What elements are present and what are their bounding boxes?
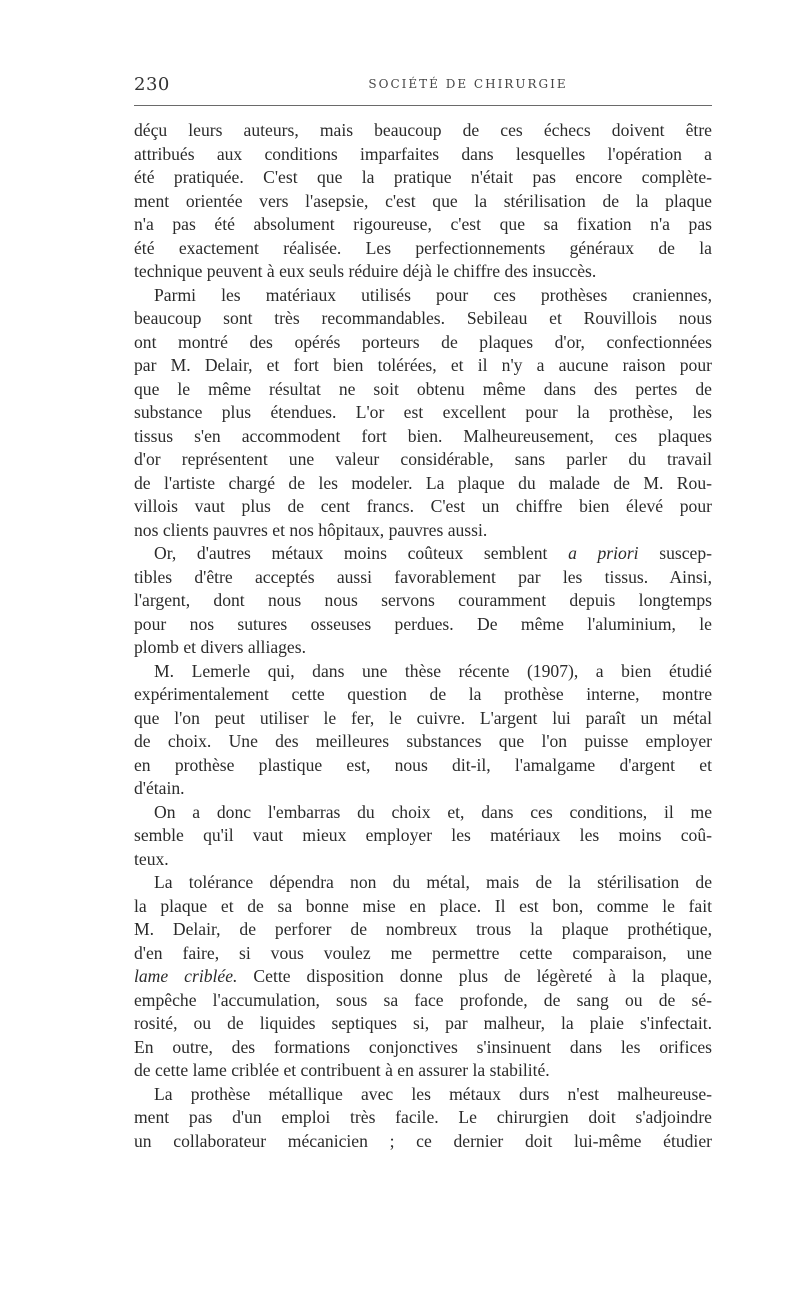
text-line: de l'artiste chargé de les modeler. La plaque du malade de M. Rou- — [134, 472, 712, 493]
text-line: teux. — [134, 848, 169, 869]
text-line: villois vaut plus de cent francs. C'est un chiffre bien élevé pour — [134, 496, 712, 516]
text-line: que le même résultat ne soit obtenu même dans des pertes de — [134, 378, 712, 399]
text-segment: Cette disposition donne plus de légèreté à la plaque, — [253, 966, 712, 986]
text-line-mixed — [134, 965, 712, 989]
text-line: technique peuvent à eux seuls réduire déjà le chiffre des insuccès. — [134, 261, 597, 281]
text-line: été exactement réalisée. Les perfectionnements généraux de la — [134, 237, 712, 258]
italic-segment: a priori — [568, 543, 639, 563]
text-line: d'en faire, si vous voulez me permettre cette comparaison, une — [134, 942, 712, 963]
text-line: M. Delair, de perforer de nombreux trous la plaque prothétique, — [134, 919, 712, 939]
text-line: Parmi les matériaux utilisés pour ces prothèses craniennes, — [154, 284, 712, 305]
text-line: un collaborateur mécanicien ; ce dernier doit lui-même étudier — [134, 1130, 712, 1151]
text-line: semble qu'il vaut mieux employer les matériaux les moins coû- — [134, 825, 712, 845]
text-line: En outre, des formations conjonctives s'insinuent dans les orifices — [134, 1036, 712, 1057]
text-line: d'étain. — [134, 778, 185, 798]
text-line: en prothèse plastique est, nous dit-il, l'amalgame d'argent et — [134, 754, 712, 775]
text-line: La tolérance dépendra non du métal, mais de la stérilisation de — [154, 872, 712, 892]
text-line: de cette lame criblée et contribuent à en assurer la stabilité. — [134, 1060, 550, 1080]
text-line: tibles d'être acceptés aussi favorablement par les tissus. Ainsi, — [134, 566, 712, 587]
text-line: tissus s'en accommodent fort bien. Malheureusement, ces plaques — [134, 425, 712, 446]
text-line: rosité, ou de liquides septiques si, par malheur, la plaie s'infectait. — [134, 1013, 712, 1033]
text-line-mixed — [134, 542, 712, 566]
text-line: la plaque et de sa bonne mise en place. Il est bon, comme le fait — [134, 895, 712, 916]
text-line: substance plus étendues. L'or est excellent pour la prothèse, les — [134, 402, 712, 422]
text-line: été pratiquée. C'est que la pratique n'était pas encore complète- — [134, 167, 712, 187]
text-line: n'a pas été absolument rigoureuse, c'est que sa fixation n'a pas — [134, 214, 712, 234]
text-line: attribués aux conditions imparfaites dans lesquelles l'opération a — [134, 143, 712, 164]
text-line: La prothèse métallique avec les métaux durs n'est malheureuse- — [154, 1083, 712, 1104]
text-line: l'argent, dont nous nous servons couramment depuis longtemps — [134, 590, 712, 610]
text-line: ment orientée vers l'asepsie, c'est que la stérilisation de la plaque — [134, 190, 712, 211]
text-line: pour nos sutures osseuses perdues. De même l'aluminium, le — [134, 613, 712, 634]
page-header — [134, 70, 712, 100]
text-line: On a donc l'embarras du choix et, dans ces conditions, il me — [154, 801, 712, 822]
text-line: expérimentalement cette question de la prothèse interne, montre — [134, 684, 712, 704]
text-line: beaucoup sont très recommandables. Sebileau et Rouvillois nous — [134, 308, 712, 328]
text-line: d'or représentent une valeur considérable, sans parler du travail — [134, 449, 712, 469]
running-title: SOCIÉTÉ DE CHIRURGIE — [368, 77, 568, 91]
text-line: M. Lemerle qui, dans une thèse récente (1907), a bien étudié — [154, 660, 712, 681]
text-line: ont montré des opérés porteurs de plaques d'or, confectionnées — [134, 331, 712, 352]
text-segment: suscep- — [659, 543, 712, 563]
page-number: 230 — [134, 74, 170, 95]
text-line: empêche l'accumulation, sous sa face profonde, de sang ou de sé- — [134, 989, 712, 1010]
text-line: nos clients pauvres et nos hôpitaux, pauvres aussi. — [134, 519, 488, 540]
text-segment: Or, d'autres métaux moins coûteux semblent — [154, 543, 548, 563]
italic-segment: lame criblée. — [134, 966, 238, 986]
text-line: déçu leurs auteurs, mais beaucoup de ces échecs doivent être — [134, 120, 712, 140]
text-line: plomb et divers alliages. — [134, 637, 306, 657]
text-line: de choix. Une des meilleures substances que l'on puisse employer — [134, 731, 712, 751]
body-text — [134, 119, 712, 1153]
text-line: par M. Delair, et fort bien tolérées, et il n'y a aucune raison pour — [134, 355, 712, 375]
text-line: que l'on peut utiliser le fer, le cuivre. L'argent lui paraît un métal — [134, 707, 712, 728]
text-line: ment pas d'un emploi très facile. Le chirurgien doit s'adjoindre — [134, 1107, 712, 1127]
header-rule — [134, 105, 712, 106]
